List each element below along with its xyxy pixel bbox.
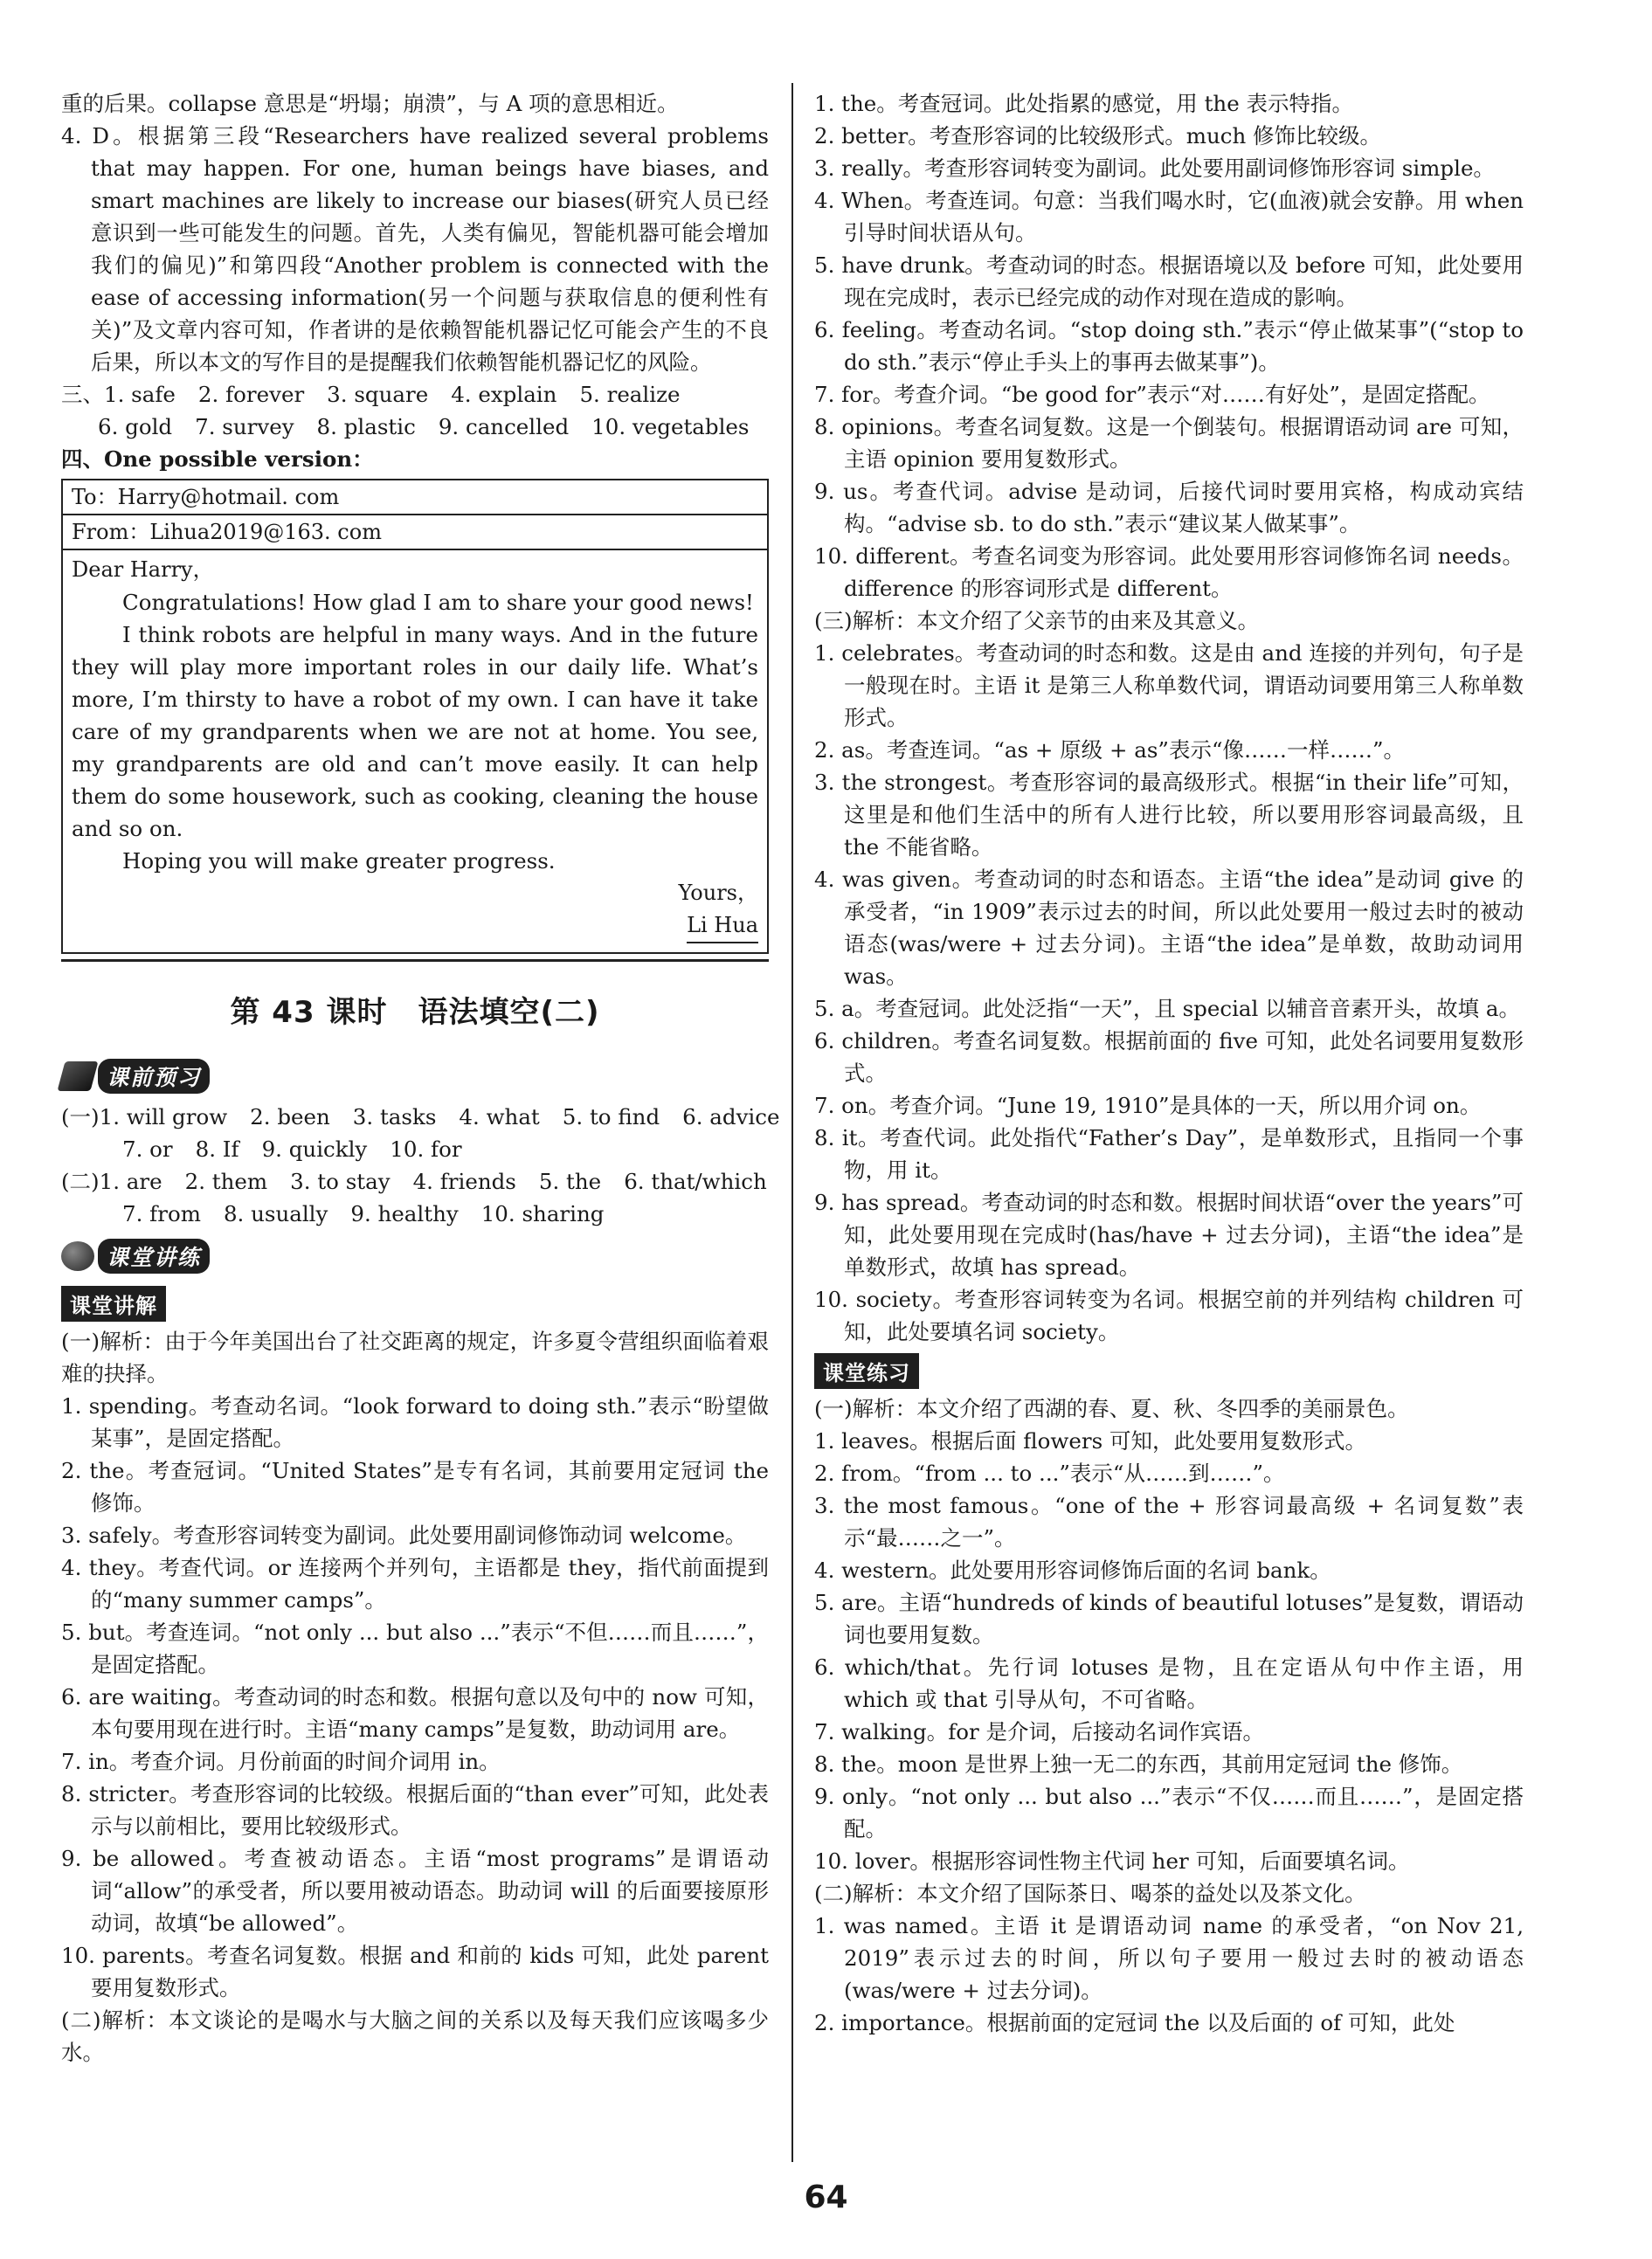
email-closing: Yours，	[678, 881, 758, 905]
answer-word: 4. what	[459, 1104, 540, 1130]
answer-row	[61, 378, 769, 411]
answer-item: 6. feeling。考查动名词。“stop doing sth.”表示“停止做某事”(“stop to do sth.”表示“停止手头上的事再去做某事”)。	[814, 317, 1524, 375]
answer-word: 7. from	[122, 1201, 201, 1226]
answer-item: 9. us。考查代词。advise 是动词，后接代词时要用宾格，构成动宾结构。“advise sb. to do sth.”表示“建议某人做某事”。	[814, 479, 1524, 536]
answer-row	[61, 1101, 780, 1133]
badge-label: 课堂讲练	[98, 1239, 210, 1274]
answer-item: 2. importance。根据前面的定冠词 the 以及后面的 of 可知，此处	[814, 2010, 1455, 2035]
page-number: 64	[804, 2180, 848, 2215]
answer-row	[61, 1133, 769, 1165]
answer-item: 7. walking。for 是介词，后接动名词作宾语。	[814, 1719, 1265, 1744]
answer-continuation: 重的后果。collapse 意思是“坍塌；崩溃”，与 A 项的意思相近。	[61, 91, 679, 116]
answer-item: 2. better。考查形容词的比较级形式。much 修饰比较级。	[814, 123, 1382, 149]
section-three	[61, 378, 769, 443]
answer-item: 7. for。考查介词。“be good for”表示“对……有好处”，是固定搭配。	[814, 382, 1490, 407]
answer-item: 1. spending。考查动名词。“look forward to doing sth.”表示“盼望做某事”，是固定搭配。	[61, 1393, 769, 1451]
left-column	[61, 87, 780, 2069]
answer-word: 3. to stay	[290, 1169, 391, 1194]
passage-intro: (三)解析：本文介绍了父亲节的由来及其意义。	[814, 608, 1260, 633]
class-badge	[61, 1239, 210, 1274]
answer-word: 8. If	[195, 1136, 239, 1162]
email-body	[61, 550, 769, 954]
answer-word: 10. sharing	[480, 1201, 605, 1226]
answer-word: 6. gold	[98, 414, 173, 439]
answer-item: 4. When。考查连词。句意：当我们喝水时，它(血液)就会安静。用 when 引导时间状语从句。	[814, 188, 1524, 245]
email-closing-block	[72, 877, 758, 909]
answer-row	[61, 1165, 769, 1198]
answer-row	[61, 1198, 769, 1230]
answer-item: 1. was named。主语 it 是谓语动词 name 的承受者，“on Nov 21, 2019”表示过去的时间，所以句子要用一般过去时的被动语态(was/were + 过去分词)。	[814, 1913, 1524, 2003]
email-to: To：Harry@hotmail. com	[63, 480, 767, 515]
email-salutation: Dear Harry，	[72, 557, 214, 582]
answer-item: 3. the most famous。“one of the + 形容词最高级 + 名词复数”表示“最……之一”。	[814, 1493, 1524, 1551]
answer-item: 4. was given。考查动词的时态和语态。主语“the idea”是动词 give 的承受者，“in 1909”表示过去的时间，所以此处要用一般过去时的被动语态(was/were + 过去分词)。主语“the idea”是单数，故助动词用 was。	[814, 867, 1524, 989]
answer-item: 5. are。主语“hundreds of kinds of beautiful lotuses”是复数，谓语动词也要用复数。	[814, 1590, 1524, 1648]
answer-word: 1. are	[99, 1169, 162, 1194]
email-signature-block	[72, 909, 758, 943]
book-icon	[57, 1061, 98, 1091]
email-from: From：Lihua2019@163. com	[72, 520, 382, 544]
answer-item: 3. the strongest。考查形容词的最高级形式。根据“in their life”可知，这里是和他们生活中的所有人进行比较，所以要用形容词最高级，且 the 不能省略。	[814, 770, 1524, 860]
answer-item: 7. on。考查介词。“June 19, 1910”是具体的一天，所以用介词 on。	[814, 1093, 1482, 1118]
answer-word: 1. will grow	[99, 1104, 228, 1130]
answer-item: 9. only。“not only ... but also ...”表示“不仅……而且……”，是固定搭配。	[814, 1784, 1524, 1841]
answer-word: 6. that/which	[624, 1169, 767, 1194]
passage-intro: (二)解析：本文介绍了国际茶日、喝茶的益处以及茶文化。	[814, 1881, 1366, 1906]
answer-item: 8. the。moon 是世界上独一无二的东西，其前用定冠词 the 修饰。	[814, 1751, 1463, 1777]
column-divider	[791, 83, 793, 2162]
answer-word: 7. or	[122, 1136, 173, 1162]
practice-tag: 课堂练习	[814, 1353, 919, 1389]
box-bottom-rule	[61, 959, 769, 962]
answer-item: 6. are waiting。考查动词的时态和数。根据句意以及句中的 now 可知，本句要用现在进行时。主语“many camps”是复数，助动词用 are。	[61, 1684, 769, 1742]
answer-item: 8. opinions。考查名词复数。这是一个倒装句。根据谓语动词 are 可知，主语 opinion 要用复数形式。	[814, 414, 1524, 472]
answer-word: 8. usually	[223, 1201, 328, 1226]
answer-word: 1. safe	[104, 382, 176, 407]
answer-word: 4. explain	[451, 382, 557, 407]
answer-item: 8. it。考查代词。此处指代“Father’s Day”，是单数形式，且指同一个事物，用 it。	[814, 1125, 1524, 1183]
passage-intro: (二)解析：本文谈论的是喝水与大脑之间的关系以及每天我们应该喝多少水。	[61, 2007, 769, 2065]
answer-item: 1. leaves。根据后面 flowers 可知，此处要用复数形式。	[814, 1428, 1366, 1454]
globe-icon	[61, 1241, 94, 1271]
answer-item: 4. D。根据第三段“Researchers have realized several problems that may happen. For one, human beings have biases, and smart machines are likely to increase our biases(研究人员已经意识到一些可能发生的问题。首先，人类有偏见，智能机器可能会增加我们的偏见)”和第四段“Another problem is connected with the ease of accessing information(另一个问题与获取信息的便利性有关)”及文章内容可知，作者讲的是依赖智能机器记忆可能会产生的不良后果，所以本文的写作目的是提醒我们依赖智能机器记忆的风险。	[61, 123, 769, 375]
answer-item: 9. be allowed。考查被动语态。主语“most programs”是谓语动词“allow”的承受者，所以要用被动语态。助动词 will 的后面要接原形动词，故填“be allowed”。	[61, 1846, 769, 1936]
answer-word: 9. healthy	[350, 1201, 459, 1226]
answer-item: 10. lover。根据形容词性物主代词 her 可知，后面要填名词。	[814, 1848, 1410, 1874]
email-paragraph: Congratulations! How glad I am to share your good news!	[122, 590, 754, 615]
answer-item: 3. really。考查形容词转变为副词。此处要用副词修饰形容词 simple。	[814, 155, 1495, 181]
answer-item: 10. different。考查名词变为形容词。此处要用形容词修饰名词 needs。difference 的形容词形式是 different。	[814, 543, 1524, 601]
answer-word: 3. tasks	[352, 1104, 437, 1130]
answer-item: 10. parents。考查名词复数。根据 and 和前的 kids 可知，此处 parent 要用复数形式。	[61, 1943, 769, 2000]
answer-row	[61, 411, 769, 443]
preview-badge	[61, 1059, 210, 1094]
answer-item: 5. but。考查连词。“not only ... but also ...”表示“不但……而且……”，是固定搭配。	[61, 1620, 769, 1677]
answer-word: 5. the	[538, 1169, 602, 1194]
answer-item: 2. the。考查冠词。“United States”是专有名词，其前要用定冠词 the 修饰。	[61, 1458, 769, 1516]
answer-word: 9. quickly	[261, 1136, 368, 1162]
group-label: (一)	[61, 1104, 100, 1130]
answer-word: 6. advice	[682, 1104, 780, 1130]
answer-item: 4. western。此处要用形容词修饰后面的名词 bank。	[814, 1558, 1331, 1583]
answer-item: 8. stricter。考查形容词的比较级。根据后面的“than ever”可知，此处表示与以前相比，要用比较级形式。	[61, 1781, 769, 1839]
answer-item: 6. children。考查名词复数。根据前面的 five 可知，此处名词要用复数形式。	[814, 1028, 1524, 1086]
answer-item: 4. they。考查代词。or 连接两个并列句，主语都是 they，指代前面提到的“many summer camps”。	[61, 1555, 769, 1613]
answer-item: 6. which/that。先行词 lotuses 是物，且在定语从句中作主语，用 which 或 that 引导从句，不可省略。	[814, 1655, 1524, 1712]
answer-item: 10. society。考查形容词转变为名词。根据空前的并列结构 children 可知，此处要填名词 society。	[814, 1287, 1524, 1344]
explain-tag: 课堂讲解	[61, 1286, 166, 1322]
answer-item: 5. have drunk。考查动词的时态。根据语境以及 before 可知，此处要用现在完成时，表示已经完成的动作对现在造成的影响。	[814, 252, 1524, 310]
answer-word: 3. square	[327, 382, 429, 407]
answer-word: 5. realize	[579, 382, 681, 407]
answer-word: 5. to find	[562, 1104, 660, 1130]
email-header-box	[61, 479, 769, 550]
answer-item: 3. safely。考查形容词转变为副词。此处要用副词修饰动词 welcome。	[61, 1523, 747, 1548]
badge-label: 课前预习	[98, 1059, 210, 1094]
answer-item: 1. celebrates。考查动词的时态和数。这是由 and 连接的并列句，句子是一般现在时。主语 it 是第三人称单数代词，谓语动词要用第三人称单数形式。	[814, 640, 1524, 730]
answer-word: 4. friends	[412, 1169, 516, 1194]
email-signature: Li Hua	[687, 909, 758, 943]
section-label: 三、	[61, 382, 104, 407]
passage-intro: (一)解析：本文介绍了西湖的春、夏、秋、冬四季的美丽景色。	[814, 1396, 1409, 1421]
answer-item: 2. from。“from ... to ...”表示“从……到……”。	[814, 1461, 1285, 1486]
right-column	[814, 87, 1524, 2039]
answer-word: 2. forever	[197, 382, 305, 407]
group-label: (二)	[61, 1169, 100, 1194]
lesson-title: 第 43 课时 语法填空(二)	[230, 995, 600, 1030]
email-paragraph: Hoping you will make greater progress.	[122, 848, 556, 874]
answer-word: 2. them	[184, 1169, 268, 1194]
answer-item: 1. the。考查冠词。此处指累的感觉，用 the 表示特指。	[814, 91, 1353, 116]
email-paragraph: I think robots are helpful in many ways. And in the future they will play more important roles in our daily life. What’s more, I’m thirsty to have a robot of my own. I can have it take care of my grandparents when we are not at home. You see, my grandparents are old and can’t move easily. It can help them do some housework, such as cooking, cleaning the house and so on.	[72, 622, 758, 841]
answer-word: 10. for	[390, 1136, 462, 1162]
section-four-label: 四、One possible version：	[61, 446, 374, 472]
answer-word: 10. vegetables	[591, 414, 750, 439]
answer-word: 8. plastic	[316, 414, 416, 439]
passage-intro: (一)解析：由于今年美国出台了社交距离的规定，许多夏令营组织面临着艰难的抉择。	[61, 1329, 769, 1386]
preview-answers	[61, 1101, 780, 1230]
answer-word: 2. been	[250, 1104, 330, 1130]
answer-word: 9. cancelled	[438, 414, 570, 439]
answer-item: 2. as。考查连词。“as + 原级 + as”表示“像……一样……”。	[814, 737, 1406, 763]
answer-item: 7. in。考查介词。月份前面的时间介词用 in。	[61, 1749, 501, 1774]
answer-word: 7. survey	[195, 414, 294, 439]
answer-item: 9. has spread。考查动词的时态和数。根据时间状语“over the years”可知，此处要用现在完成时(has/have + 过去分词)，主语“the idea”是单数形式，故填 has spread。	[814, 1190, 1524, 1280]
answer-item: 5. a。考查冠词。此处泛指“一天”，且 special 以辅音音素开头，故填 a。	[814, 996, 1521, 1021]
